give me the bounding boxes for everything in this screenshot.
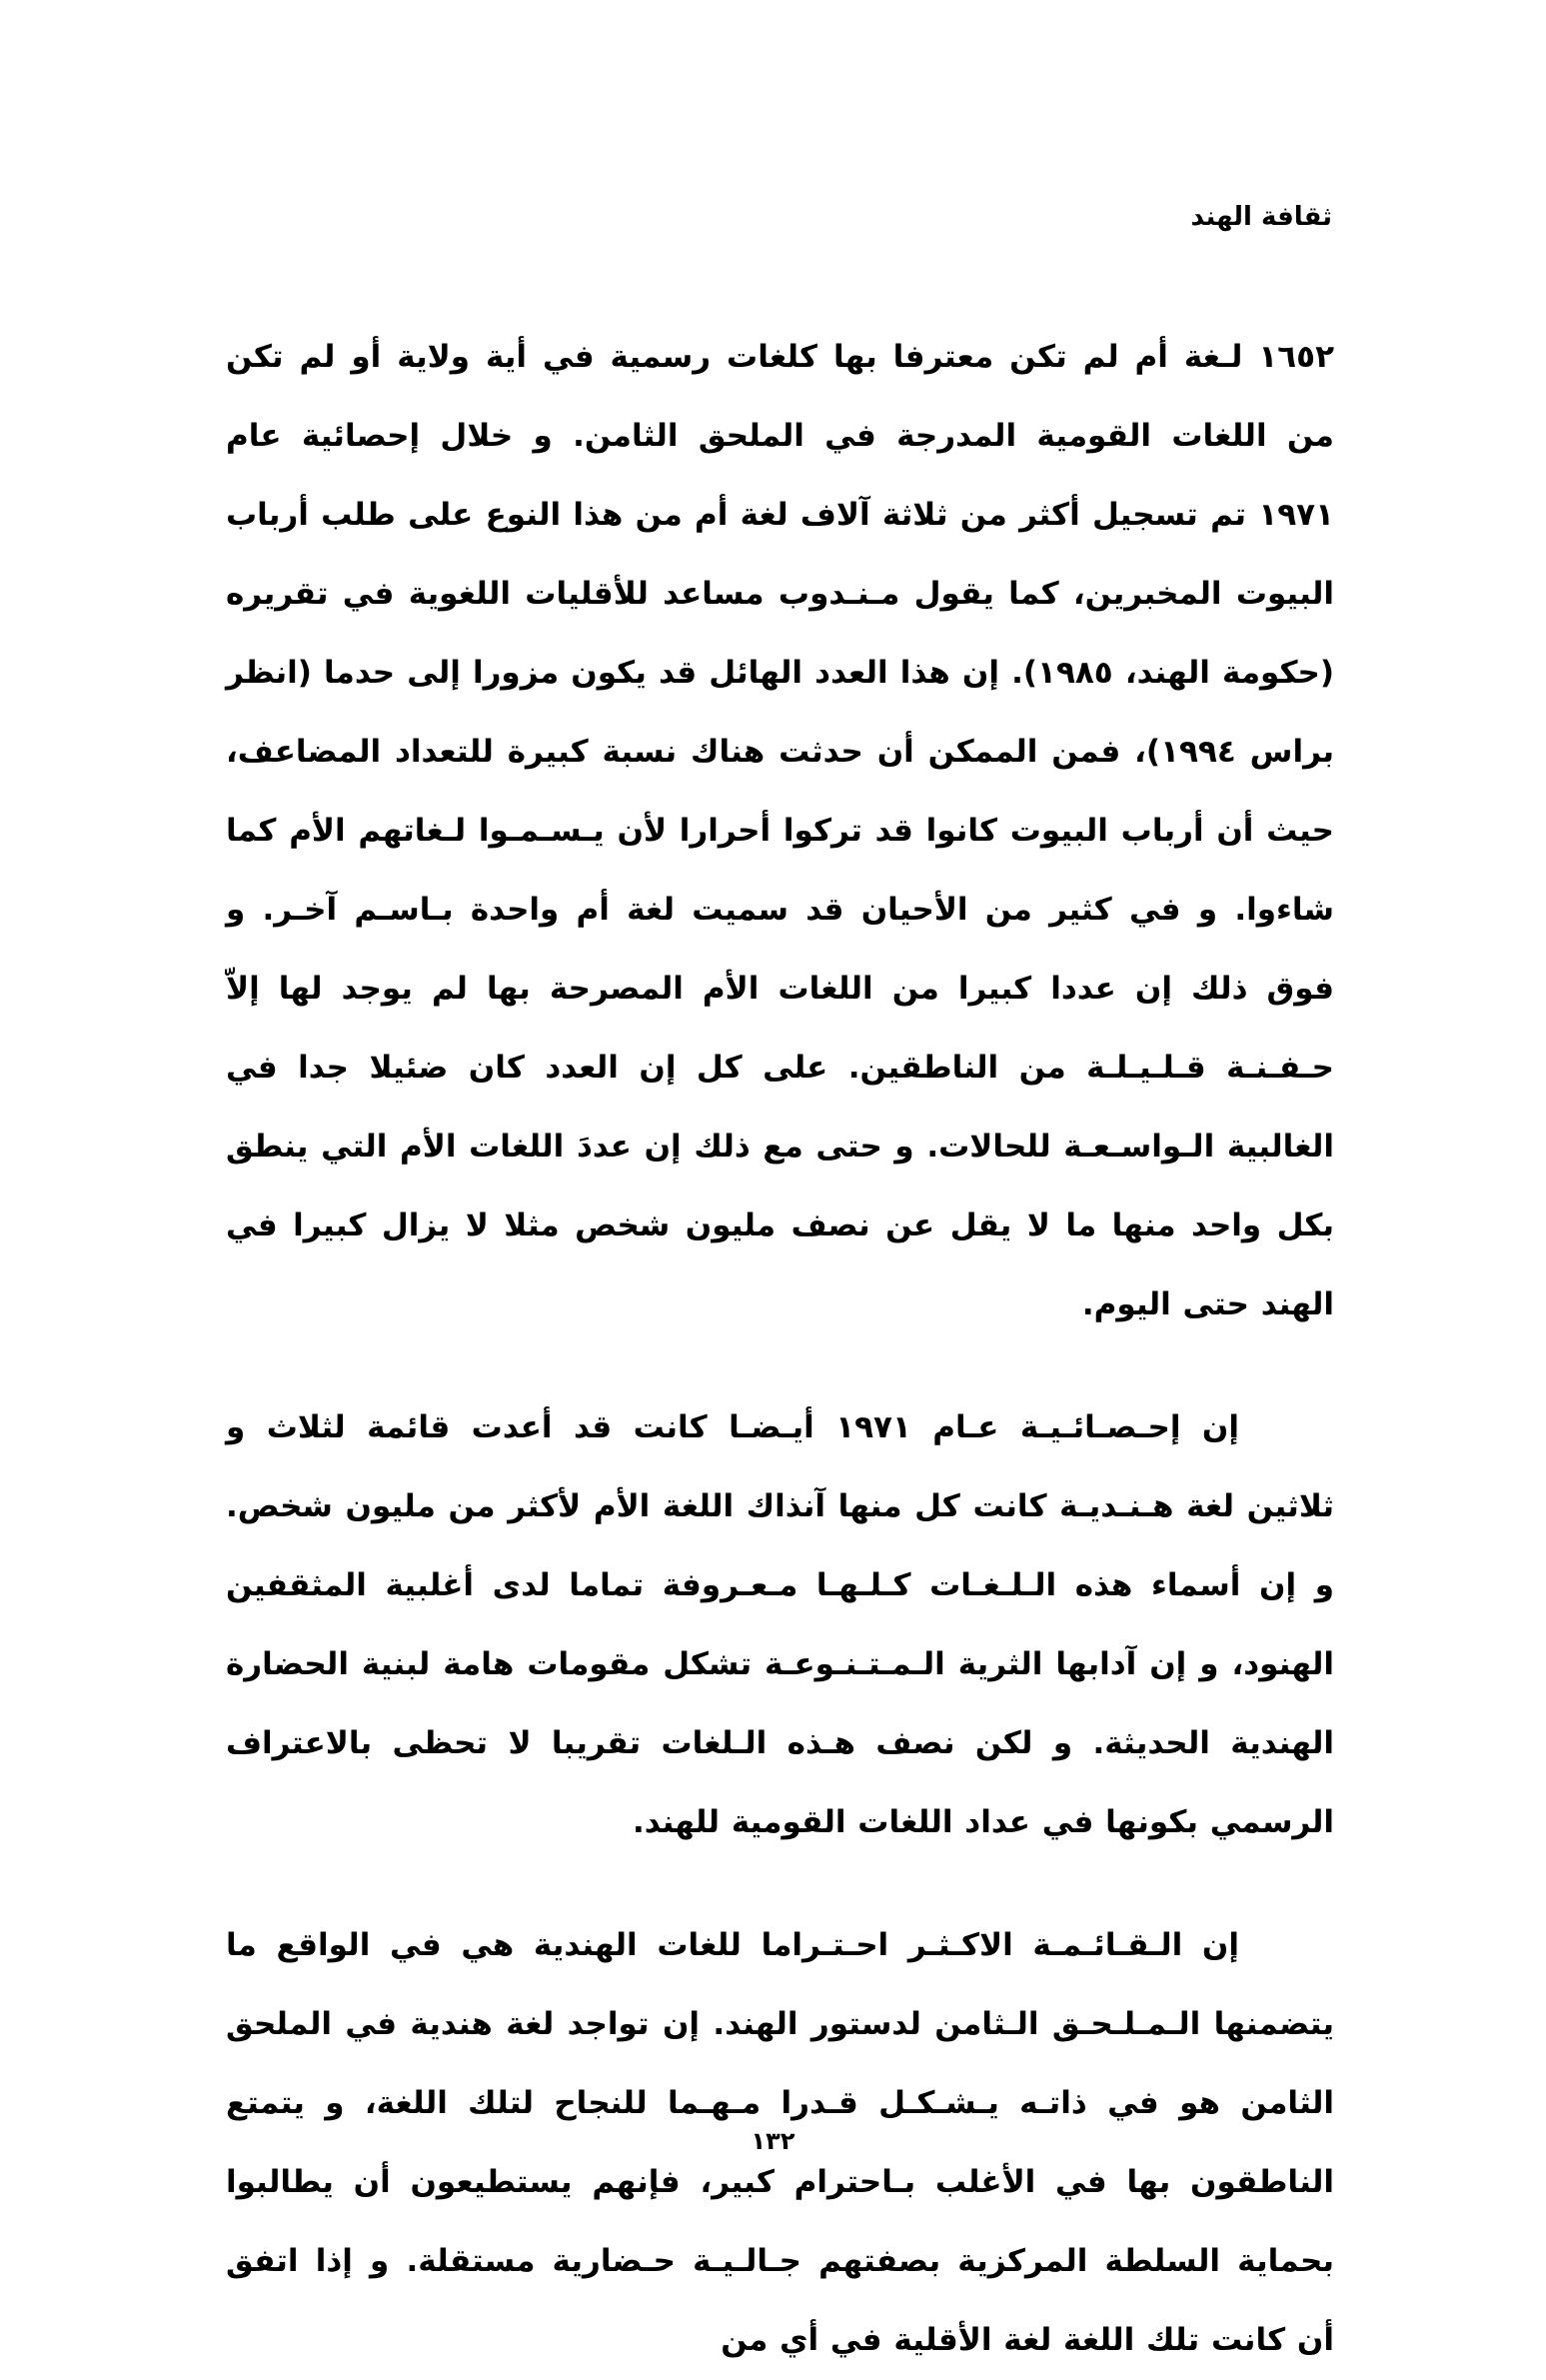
- paragraph-1: ١٦٥٢ لـغة أم لم تكن معترفا بها كلغات رسمية في أية ولاية أو لم تكن من اللغات القومية المدرجة في الملحق الثامن. و خلال إحصائية عام ١٩٧١ تم تسجيل أكثر من ثلاثة آلاف لغة أم من هذا النوع على طلب أرباب البيوت المخبرين، كما يقول مـنـدوب مساعد للأقليات اللغوية في تقريره (حكومة الهند، ١٩٨٥). إن هذا العدد الهائل قد يكون مزورا إلى حدما (انظر براس ١٩٩٤)، فمن الممكن أن حدثت هناك نسبة كبيرة للتعداد المضاعف، حيث أن أرباب البيوت كانوا قد تركوا أحرارا لأن يـسـمـوا لـغاتهم الأم كما شاءوا. و في كثير من الأحيان قد سميت لغة أم واحدة بـاسـم آخـر. و فوق ذلك إن عددا كبيرا من اللغات الأم المصرحة بها لم يوجد لها إلاّ حـفـنـة قـلـيـلـة من الناطقين. على كل إن العدد كان ضئيلا جدا في الغالبية الـواسـعـة للحالات. و حتى مع ذلك إن عددَ اللغات الأم التي ينطق بكل واحد منها ما لا يقل عن نصف مليون شخص مثلا لا يزال كبيرا في الهند حتى اليوم.: [226, 339, 1334, 1322]
- running-header: ثقافة الهند: [1190, 202, 1332, 232]
- page-number: ١٣٢: [751, 2127, 795, 2155]
- paragraph-3: إن الـقـائـمـة الاكـثـر احـتـراما للغات الهندية هي في الواقع ما يتضمنها الـمـلـحـق الـثامن لدستور الهند. إن تواجد لغة هندية في الملحق الثامن هو في ذاتـه يـشـكـل قـدرا مـهـما للنجاح لتلك اللغة، و يتمتع الناطقون بها في الأغلب بـاحترام كبير، فإنهم يستطيعون أن يطالبوا بحماية السلطة المركزية بصفتهم جـالـيـة حـضارية مستقلة. و إذا اتفق أن كانت تلك اللغة لغة الأقلية في أي من: [226, 1927, 1334, 2358]
- body-text: [226, 318, 1334, 2380]
- paragraph-2: إن إحـصـائـيـة عـام ١٩٧١ أيـضـا كانت قد أعدت قائمة لثلاث و ثلاثين لغة هـنـديـة كانت كل منها آنذاك اللغة الأم لأكثر من مليون شخص. و إن أسماء هذه الـلـغـات كـلـهـا مـعـروفة تماما لدى أغلبية المثقفين الهنود، و إن آدابها الثرية الـمـتـنـوعـة تشكل مقومات هامة لبنية الحضارة الهندية الحديثة. و لكن نصف هـذه الـلغات تقريبا لا تحظى بالاعتراف الرسمي بكونها في عداد اللغات القومية للهند.: [226, 1409, 1334, 1840]
